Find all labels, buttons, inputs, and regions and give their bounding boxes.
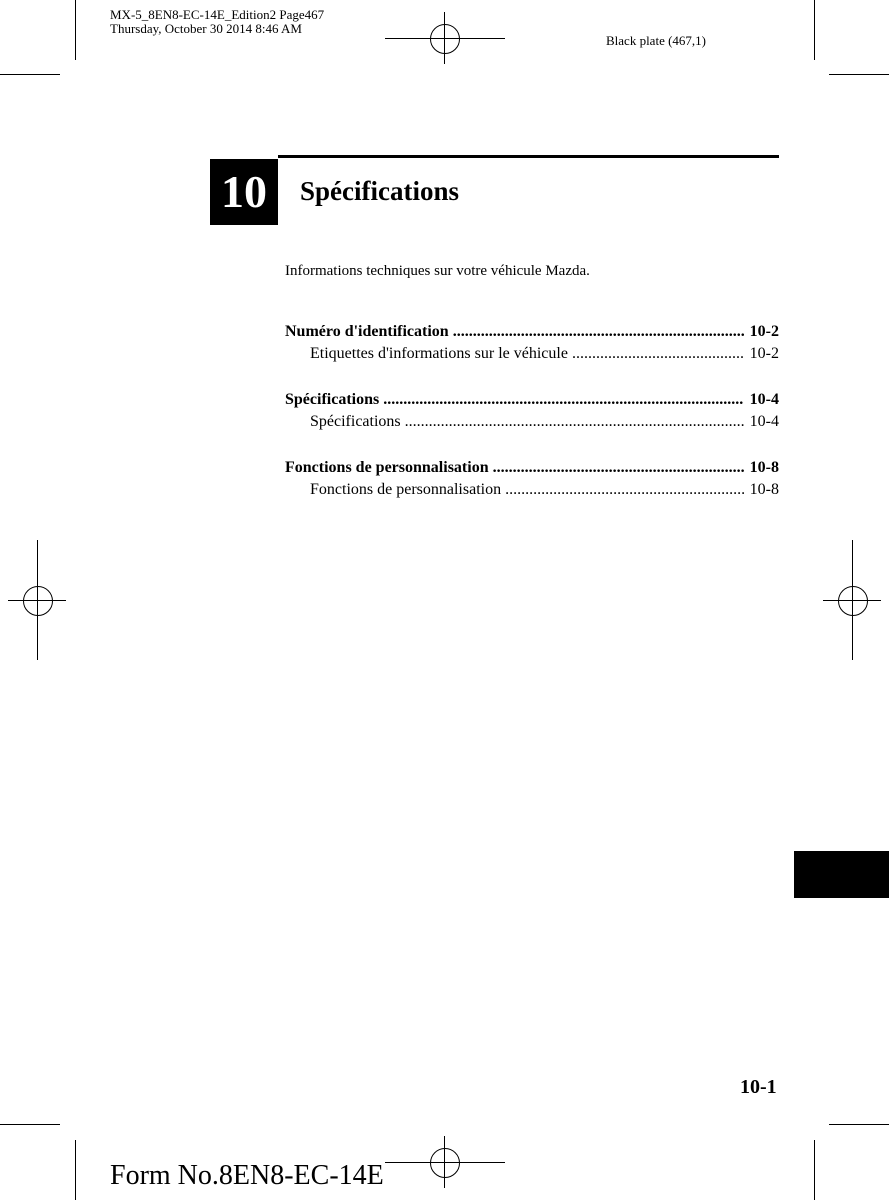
toc-entry[interactable] bbox=[285, 459, 779, 481]
registration-circle bbox=[838, 586, 868, 616]
toc-subentry[interactable] bbox=[285, 481, 779, 503]
toc-label: Fonctions de personnalisation bbox=[310, 481, 502, 498]
toc-section bbox=[285, 459, 779, 503]
date-line: Thursday, October 30 2014 8:46 AM bbox=[110, 21, 302, 36]
toc-page: 10-4 bbox=[749, 391, 779, 408]
plate-label: Black plate (467,1) bbox=[606, 33, 706, 48]
toc-subentry[interactable] bbox=[285, 345, 779, 367]
crop-mark bbox=[0, 74, 60, 75]
chapter-rule bbox=[278, 155, 779, 158]
toc-label: Spécifications bbox=[310, 413, 401, 430]
toc-label: Spécifications bbox=[285, 391, 380, 408]
page-number: 10-1 bbox=[740, 1076, 777, 1098]
toc-page: 10-8 bbox=[749, 481, 779, 498]
toc-entry[interactable] bbox=[285, 323, 779, 345]
chapter-title: Spécifications bbox=[300, 176, 459, 206]
toc-label: Fonctions de personnalisation bbox=[285, 459, 489, 476]
toc-page: 10-2 bbox=[749, 323, 779, 340]
toc-section bbox=[285, 391, 779, 435]
toc-entry[interactable] bbox=[285, 391, 779, 413]
print-header bbox=[110, 8, 324, 36]
toc-subentry[interactable] bbox=[285, 413, 779, 435]
crop-mark bbox=[814, 0, 815, 60]
registration-circle bbox=[430, 24, 460, 54]
toc-leader bbox=[453, 323, 744, 341]
registration-circle bbox=[430, 1148, 460, 1178]
crop-mark bbox=[0, 1124, 60, 1125]
file-line: MX-5_8EN8-EC-14E_Edition2 Page467 bbox=[110, 7, 325, 22]
registration-circle bbox=[23, 586, 53, 616]
crop-mark bbox=[829, 74, 889, 75]
toc-page: 10-2 bbox=[749, 345, 779, 362]
intro-text: Informations techniques sur votre véhicule Mazda. bbox=[285, 263, 590, 279]
toc-leader bbox=[405, 413, 744, 431]
table-of-contents bbox=[285, 323, 779, 527]
toc-leader bbox=[383, 391, 743, 409]
toc-section bbox=[285, 323, 779, 367]
toc-page: 10-4 bbox=[749, 413, 779, 430]
chapter-number: 10 bbox=[210, 159, 278, 225]
toc-leader bbox=[493, 459, 744, 477]
crop-mark bbox=[814, 1140, 815, 1200]
toc-page: 10-8 bbox=[749, 459, 779, 476]
toc-label: Numéro d'identification bbox=[285, 323, 449, 340]
form-number: Form No.8EN8-EC-14E bbox=[110, 1160, 384, 1191]
chapter-thumb-tab bbox=[794, 851, 889, 898]
crop-mark bbox=[829, 1124, 889, 1125]
toc-leader bbox=[572, 345, 744, 363]
crop-mark bbox=[75, 0, 76, 60]
toc-label: Etiquettes d'informations sur le véhicule bbox=[310, 345, 568, 362]
crop-mark bbox=[75, 1140, 76, 1200]
toc-leader bbox=[505, 481, 744, 499]
